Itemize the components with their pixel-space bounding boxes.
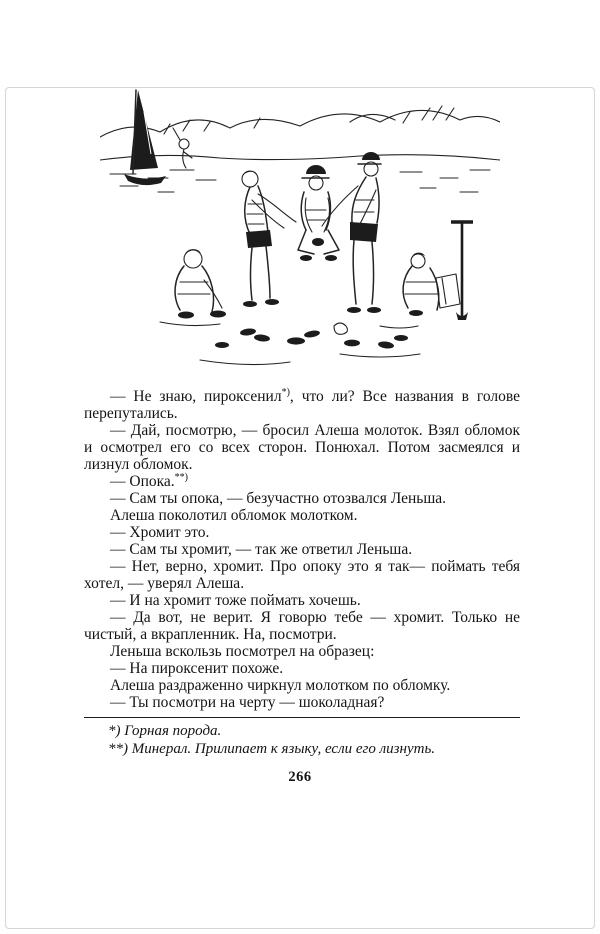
footnote-marker: **) xyxy=(174,472,189,483)
paragraph: — Дай, посмотрю, — бросил Алеша молоток. Взял обломок и осмотрел его со всех сторон. Понюхал. Потом засмеялся и лизнул обломок. xyxy=(84,422,520,473)
paragraph xyxy=(84,473,520,490)
mountains xyxy=(100,106,500,160)
footnotes xyxy=(84,722,520,758)
footnote-marker: *) xyxy=(281,387,290,398)
paragraph: — И на хромит тоже поймать хочешь. xyxy=(110,592,361,609)
body-text xyxy=(84,388,520,711)
footnote: *) Горная порода. xyxy=(108,723,222,739)
sailboat xyxy=(124,90,166,185)
paragraph: — Нет, верно, хромит. Про опоку это я так— поймать тебя хотел, — уверял Алеша. xyxy=(84,558,520,592)
standing-man-right xyxy=(322,152,381,313)
paragraph: — Хромит это. xyxy=(110,524,210,541)
paragraph: Алеша раздраженно чиркнул молотком по обломку. xyxy=(110,677,451,694)
paragraph xyxy=(84,388,520,422)
paragraph: — Да вот, не верит. Я говорю тебе — хромит. Только не чистый, а вкрапленник. На, посмотри. xyxy=(84,609,520,643)
paragraph-text: , что ли? Все названия в голове перепутались. xyxy=(84,388,520,422)
page-number: 266 xyxy=(288,769,312,785)
paragraph-text: — Не знаю, пироксенил xyxy=(110,388,282,405)
footnote-divider xyxy=(84,717,520,718)
crouching-figure-right xyxy=(403,253,460,316)
paragraph: — На пироксенит похоже. xyxy=(110,660,284,677)
child-foreground-left xyxy=(175,249,226,318)
paragraph: — Сам ты опока, — безучастно отозвался Леньша. xyxy=(110,490,447,507)
paragraph: Леньша вскользь посмотрел на образец: xyxy=(110,643,375,660)
illustration-drawing xyxy=(100,82,500,374)
illustration xyxy=(100,82,500,374)
lake-water xyxy=(110,170,490,192)
swimmer-figure xyxy=(173,128,192,168)
scattered-rocks xyxy=(160,322,420,365)
paragraph: Алеша поколотил обломок молотком. xyxy=(110,507,358,524)
paragraph-text: — Опока. xyxy=(110,473,175,490)
standing-boy-left xyxy=(242,171,296,307)
footnote: **) Минерал. Прилипает к языку, если его лизнуть. xyxy=(108,741,436,757)
paragraph: — Сам ты хромит, — так же ответил Леньша. xyxy=(110,541,413,558)
crouching-man-center xyxy=(298,165,339,261)
paragraph: — Ты посмотри на черту — шоколадная? xyxy=(110,694,385,711)
